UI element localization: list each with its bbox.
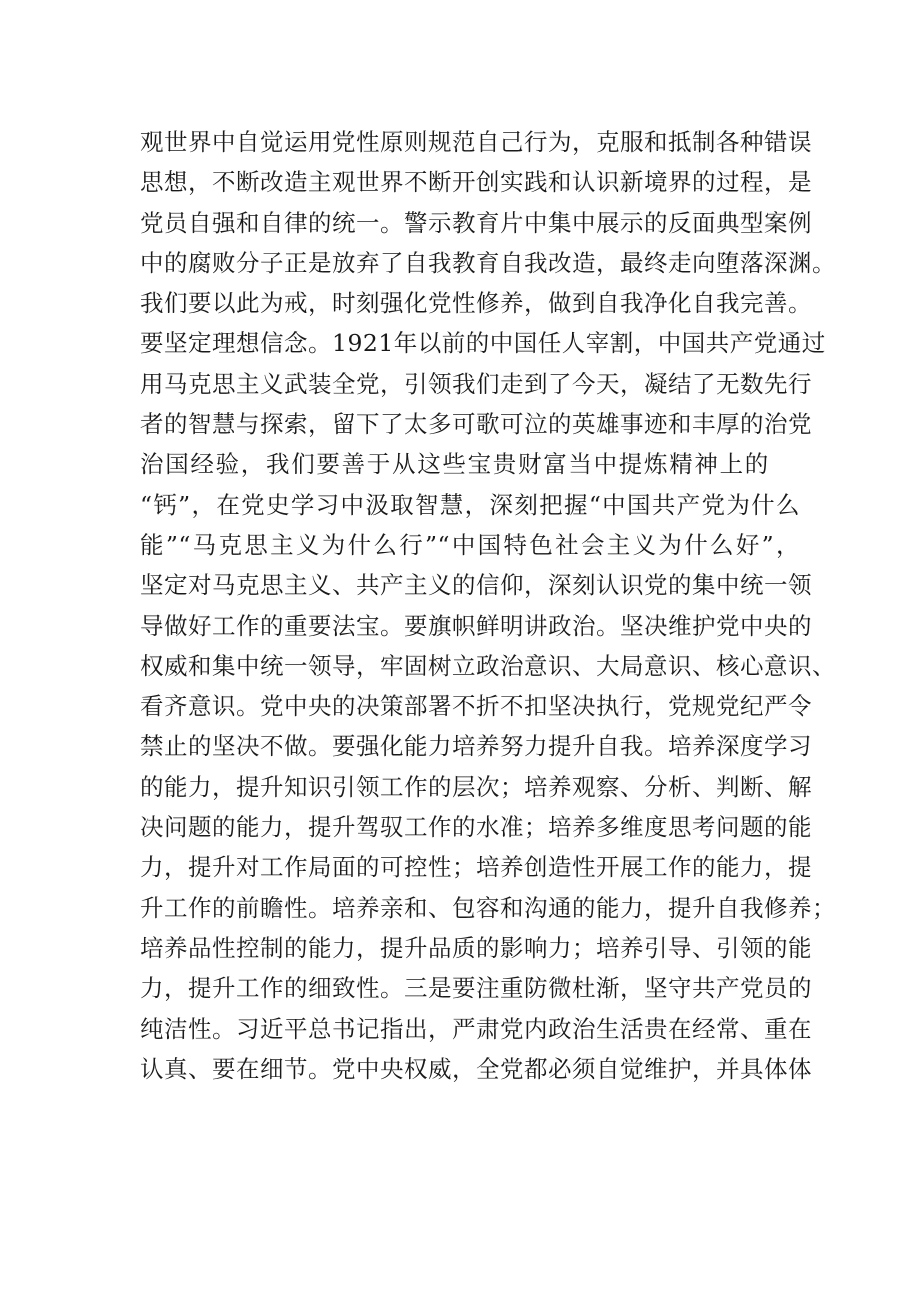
text-line: 升工作的前瞻性。培养亲和、包容和沟通的能力，提升自我修养； bbox=[140, 893, 836, 922]
text-line: 治国经验，我们要善于从这些宝贵财富当中提炼精神上的 bbox=[140, 450, 770, 479]
body-text bbox=[140, 122, 836, 1089]
text-line: 的能力，提升知识引领工作的层次；培养观察、分析、判断、解 bbox=[140, 772, 812, 801]
text-line: 力，提升工作的细致性。三是要注重防微杜渐，坚守共产党员的 bbox=[140, 974, 812, 1003]
text-line: 权威和集中统一领导，牢固树立政治意识、大局意识、核心意识、 bbox=[140, 651, 836, 680]
text-line: 党员自强和自律的统一。警示教育片中集中展示的反面典型案例 bbox=[140, 208, 812, 237]
text-line: 要坚定理想信念。1921年以前的中国任人宰割，中国共产党通过 bbox=[140, 329, 826, 358]
text-line: 力，提升对工作局面的可控性；培养创造性开展工作的能力，提 bbox=[140, 853, 812, 882]
text-line: 能”“马克思主义为什么行”“中国特色社会主义为什么好”， bbox=[140, 530, 800, 559]
text-line: 坚定对马克思主义、共产主义的信仰，深刻认识党的集中统一领 bbox=[140, 571, 812, 600]
text-line: 认真、要在细节。党中央权威，全党都必须自觉维护，并具体体 bbox=[140, 1054, 812, 1083]
text-line: 思想，不断改造主观世界不断开创实践和认识新境界的过程，是 bbox=[140, 168, 812, 197]
text-line: 我们要以此为戒，时刻强化党性修养，做到自我净化自我完善。 bbox=[140, 289, 812, 318]
text-line: 禁止的坚决不做。要强化能力培养努力提升自我。培养深度学习 bbox=[140, 732, 812, 761]
text-line: 看齐意识。党中央的决策部署不折不扣坚决执行，党规党纪严令 bbox=[140, 692, 812, 721]
text-line: 用马克思主义武装全党，引领我们走到了今天，凝结了无数先行 bbox=[140, 369, 812, 398]
text-line: 决问题的能力，提升驾驭工作的水准；培养多维度思考问题的能 bbox=[140, 813, 812, 842]
text-line: “钙”，在党史学习中汲取智慧，深刻把握“中国共产党为什么 bbox=[140, 490, 800, 519]
text-line: 纯洁性。习近平总书记指出，严肃党内政治生活贵在经常、重在 bbox=[140, 1014, 812, 1043]
text-line: 培养品性控制的能力，提升品质的影响力；培养引导、引领的能 bbox=[140, 933, 812, 962]
text-line: 者的智慧与探索，留下了太多可歌可泣的英雄事迹和丰厚的治党 bbox=[140, 410, 812, 439]
text-line: 导做好工作的重要法宝。要旗帜鲜明讲政治。坚决维护党中央的 bbox=[140, 611, 812, 640]
text-line: 中的腐败分子正是放弃了自我教育自我改造，最终走向堕落深渊。 bbox=[140, 248, 836, 277]
text-line: 观世界中自觉运用党性原则规范自己行为，克服和抵制各种错误 bbox=[140, 128, 812, 156]
